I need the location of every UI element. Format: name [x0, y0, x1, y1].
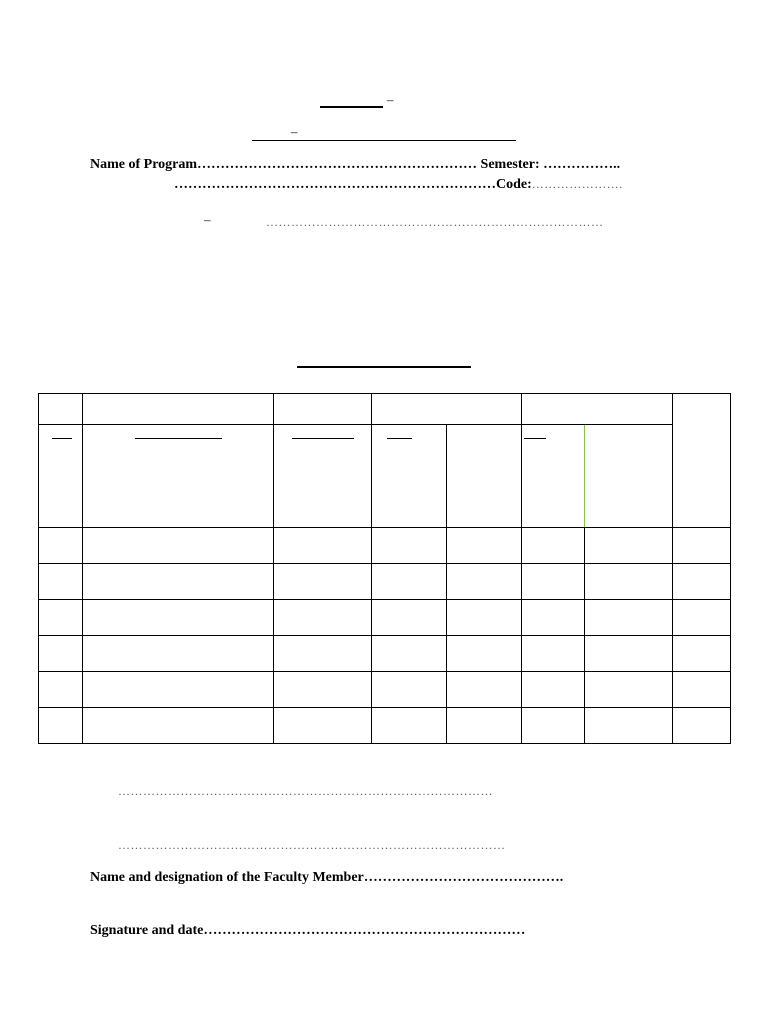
program-label: Name of Program	[90, 157, 198, 172]
table-cell[interactable]	[274, 636, 372, 672]
footer-dots-line-2[interactable]: …………………………………………………………………………………	[118, 838, 506, 852]
table-cell[interactable]	[447, 600, 522, 636]
table-header-row-2	[39, 425, 731, 528]
title-underline	[320, 106, 383, 108]
table-row	[39, 528, 731, 564]
table-cell[interactable]	[274, 600, 372, 636]
table-cell[interactable]	[673, 528, 731, 564]
table-cell[interactable]	[673, 636, 731, 672]
table-cell[interactable]	[39, 528, 83, 564]
table-cell[interactable]	[447, 528, 522, 564]
faculty-field[interactable]: …………………………………….	[363, 870, 564, 885]
header-subcell	[39, 425, 83, 528]
header-cell	[372, 394, 522, 425]
table-cell[interactable]	[447, 708, 522, 744]
table-cell[interactable]	[372, 672, 447, 708]
table-cell[interactable]	[522, 528, 585, 564]
table-cell[interactable]	[585, 564, 673, 600]
title-dash: –	[387, 92, 394, 107]
table-cell[interactable]	[585, 636, 673, 672]
table-cell[interactable]	[39, 564, 83, 600]
table-cell[interactable]	[83, 600, 274, 636]
table-cell[interactable]	[447, 672, 522, 708]
header-subcell	[522, 425, 585, 528]
table-cell[interactable]	[673, 564, 731, 600]
code-line	[174, 177, 623, 193]
table-cell[interactable]	[83, 708, 274, 744]
table-cell[interactable]	[673, 708, 731, 744]
table-cell[interactable]	[522, 600, 585, 636]
header-subcell	[83, 425, 274, 528]
table-cell[interactable]	[274, 528, 372, 564]
table-row	[39, 672, 731, 708]
signature-line	[90, 923, 525, 939]
course-field[interactable]: ……………………………………………………………	[174, 177, 496, 192]
table-cell[interactable]	[274, 708, 372, 744]
table-cell[interactable]	[447, 636, 522, 672]
table-cell[interactable]	[522, 636, 585, 672]
table-heading-underline	[297, 366, 471, 368]
table-row	[39, 708, 731, 744]
table-cell[interactable]	[39, 600, 83, 636]
table-cell[interactable]	[585, 672, 673, 708]
header-cell	[522, 394, 673, 425]
table-row	[39, 600, 731, 636]
table-cell[interactable]	[83, 528, 274, 564]
table-cell[interactable]	[372, 528, 447, 564]
code-label: Code:	[496, 177, 532, 192]
semester-label: Semester:	[480, 157, 540, 172]
header-subcell	[274, 425, 372, 528]
subtitle-underline	[252, 140, 516, 141]
table-cell[interactable]	[522, 564, 585, 600]
table-cell[interactable]	[274, 564, 372, 600]
table-cell[interactable]	[39, 636, 83, 672]
table-cell[interactable]	[39, 672, 83, 708]
program-field[interactable]: ……………………………………………………	[197, 157, 478, 172]
table-row	[39, 636, 731, 672]
table-cell[interactable]	[522, 672, 585, 708]
table-cell[interactable]	[372, 708, 447, 744]
semester-field[interactable]: ……………..	[543, 157, 621, 172]
table-cell[interactable]	[372, 636, 447, 672]
line3-field[interactable]: ………………………………………………………………………	[266, 215, 604, 229]
header-subcell	[372, 425, 447, 528]
signature-field[interactable]: ……………………………………………………………	[203, 923, 526, 938]
table-cell[interactable]	[83, 564, 274, 600]
code-field[interactable]: ………………….	[531, 177, 623, 191]
program-line	[90, 157, 620, 173]
header-cell	[83, 394, 274, 425]
table-cell[interactable]	[372, 600, 447, 636]
header-cell	[39, 394, 83, 425]
table-cell[interactable]	[39, 708, 83, 744]
table-header-row-1	[39, 394, 731, 425]
table-cell[interactable]	[274, 672, 372, 708]
table-cell[interactable]	[372, 564, 447, 600]
line3-dash: –	[204, 212, 211, 227]
table-cell[interactable]	[585, 708, 673, 744]
signature-label: Signature and date	[90, 923, 204, 938]
table-cell[interactable]	[585, 528, 673, 564]
header-subcell	[447, 425, 522, 528]
table-cell[interactable]	[447, 564, 522, 600]
header-cell	[274, 394, 372, 425]
header-subcell	[585, 425, 673, 528]
table-cell[interactable]	[83, 636, 274, 672]
header-cell	[673, 394, 731, 528]
faculty-label: Name and designation of the Faculty Member	[90, 870, 364, 885]
table-cell[interactable]	[522, 708, 585, 744]
subtitle-dash: –	[291, 124, 298, 139]
faculty-line	[90, 870, 563, 886]
table-cell[interactable]	[673, 600, 731, 636]
assessment-table	[38, 393, 731, 744]
table-cell[interactable]	[673, 672, 731, 708]
table-cell[interactable]	[83, 672, 274, 708]
footer-dots-line-1[interactable]: ………………………………………………………………………………	[118, 784, 493, 798]
table-row	[39, 564, 731, 600]
table-cell[interactable]	[585, 600, 673, 636]
